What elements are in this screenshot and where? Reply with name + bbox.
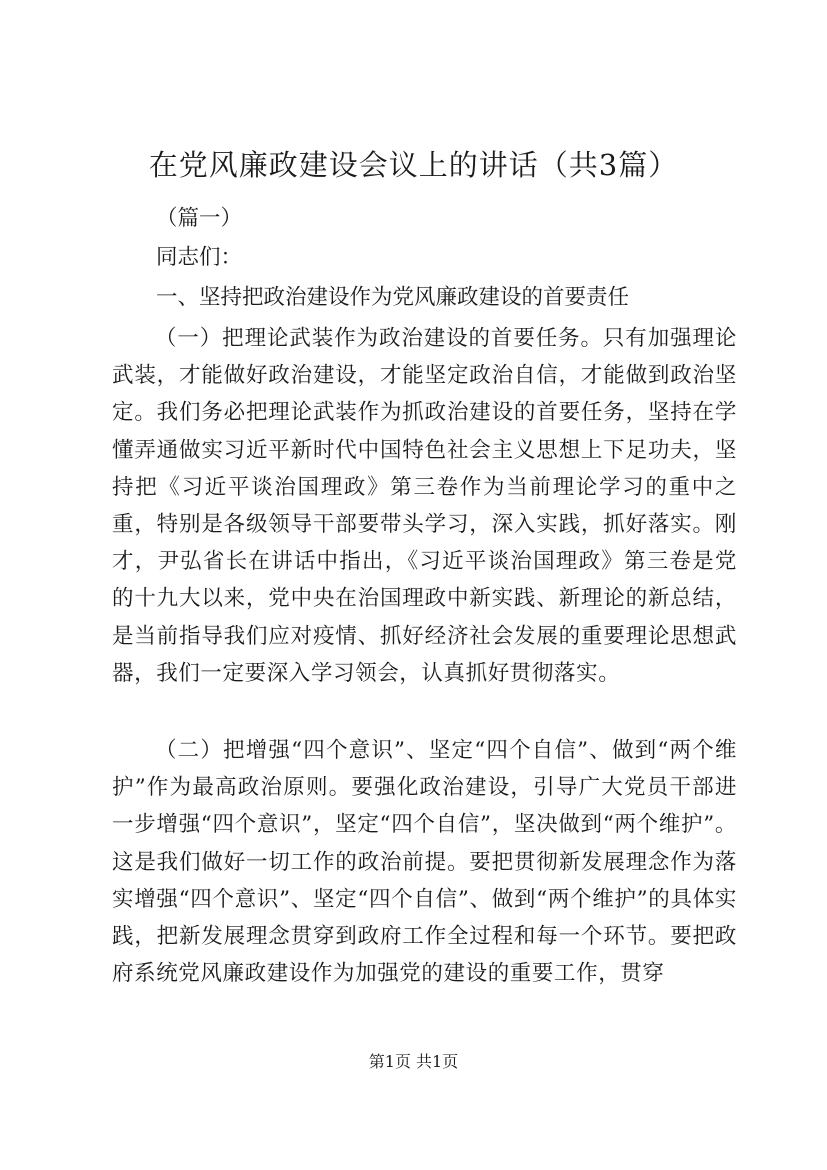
document-title: 在党风廉政建设会议上的讲话（共3篇）: [148, 148, 679, 182]
paragraph-2: （二）把增强“四个意识”、坚定“四个自信”、做到“两个维护”作为最高政治原则。要强化政治建设，引导广大党员干部进一步增强“四个意识”，坚定“四个自信”，坚决做到“两个维护”。这是我们做好一切工作的政治前提。要把贯彻新发展理念作为落实增强“四个意识”、坚定“四个自信”、做到“两个维护”的具体实践，把新发展理念贯穿到政府工作全过程和每一个环节。要把政府系统党风廉政建设作为加强党的建设的重要工作，贯穿: [112, 738, 737, 987]
paragraph-1: （一）把理论武装作为政治建设的首要任务。只有加强理论武装，才能做好政治建设，才能坚定政治自信，才能做到政治坚定。我们务必把理论武装作为抓政治建设的首要任务，坚持在学懂弄通做实习近平新时代中国特色社会主义思想上下足功夫，坚持把《习近平谈治国理政》第三卷作为当前理论学习的重中之重，特别是各级领导干部要带头学习，深入实践，抓好落实。刚才，尹弘省长在讲话中指出，《习近平谈治国理政》第三卷是党的十九大以来，党中央在治国理政中新实践、新理论的新总结，是当前指导我们应对疫情、抓好经济社会发展的重要理论思想武器，我们一定要深入学习领会，认真抓好贯彻落实。: [112, 326, 737, 686]
salutation: 同志们：: [156, 245, 243, 270]
page-footer: 第1页 共1页: [368, 1052, 459, 1071]
section-heading: 一、坚持把政治建设作为党风廉政建设的首要责任: [156, 285, 630, 310]
part-label: （篇一）: [156, 206, 243, 231]
